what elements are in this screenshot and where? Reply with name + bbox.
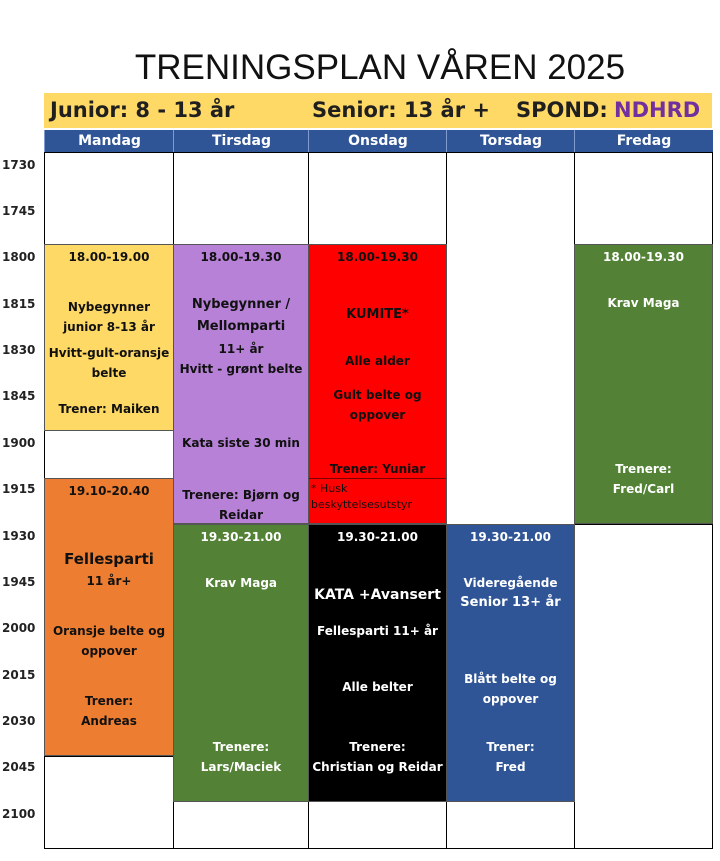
block-text: Hvitt - grønt belte [179,362,303,376]
block-text: 11 år+ [86,574,132,588]
block-trainer: Trener: Maiken [58,402,160,416]
block-text: Kata siste 30 min [182,436,300,450]
block-text: Mellomparti [196,319,286,334]
block-text: Fellesparti 11+ år [317,624,438,638]
block-time: 19.30-21.00 [200,530,282,544]
block-fredag-krav-maga [574,244,713,524]
block-text: Senior 13+ år [460,595,561,610]
time-label: 1845 [2,389,36,403]
block-trainer: Andreas [81,714,137,728]
info-bar [44,93,712,128]
block-text: KATA +Avansert [314,587,441,603]
day-header-onsdag: Onsdag [308,130,447,152]
day-header-tirsdag: Tirsdag [173,130,309,152]
block-trainer-label: Trener: [84,694,134,708]
time-label: 2015 [2,668,36,682]
block-trainer: Christian og Reidar [312,760,443,774]
block-trainer: Fred/Carl [612,482,675,496]
time-label: 1915 [2,482,36,496]
senior-label: Senior: 13 år + [312,98,490,122]
block-divider [309,478,446,479]
time-label: 1730 [2,158,36,172]
time-label: 1830 [2,343,36,357]
block-text: Videregående [463,576,558,590]
block-trainer: Fred [495,760,526,774]
block-time: 18.00-19.30 [200,250,282,264]
block-text: KUMITE* [346,307,409,322]
block-onsdag-kata [308,524,447,802]
block-trainer-label: Trenere: [212,740,270,754]
block-text: Krav Maga [607,296,680,310]
block-note: beskyttelsesutstyr [311,498,413,511]
block-text: Krav Maga [204,576,278,590]
grid-line [574,524,712,525]
block-mandag-fellesparti [44,478,174,756]
block-torsdag-videregaende [446,524,575,802]
block-mandag-nybegynner [44,244,174,431]
time-label: 1900 [2,436,36,450]
block-note: * Husk [311,482,348,495]
block-onsdag-kumite [308,244,447,524]
block-time: 18.00-19.30 [603,250,684,264]
block-trainer: Lars/Maciek [200,760,282,774]
block-text: junior 8-13 år [63,320,155,334]
block-tirsdag-krav-maga [173,524,309,802]
time-label: 2100 [2,807,36,821]
day-header-mandag: Mandag [44,130,174,152]
block-text: oppover [349,408,406,422]
block-text: 11+ år [218,342,264,356]
spond-code: NDHRD [614,98,701,122]
block-text: Nybegynner [67,300,151,314]
time-label: 1745 [2,204,36,218]
block-text: Fellesparti [64,550,154,568]
junior-label: Junior: 8 - 13 år [50,98,235,122]
grid-line [44,848,713,849]
time-label: 1815 [2,297,36,311]
block-text: Hvitt-gult-oransje [48,346,170,360]
block-time: 19.30-21.00 [337,530,418,544]
block-tirsdag-nybegynner [173,244,309,524]
grid-line [44,756,173,757]
block-trainer-label: Trenere: [349,740,406,754]
day-header-torsdag: Torsdag [446,130,575,152]
block-trainer: Trenere: Bjørn og [182,488,300,502]
block-text: Alle belter [342,680,413,694]
grid-line [44,152,713,153]
block-text: oppover [81,644,137,658]
block-text: Gult belte og [333,388,422,402]
block-text: Blått belte og [464,672,557,686]
block-trainer: Reidar [218,508,264,522]
block-text: oppover [482,692,539,706]
block-text: belte [91,366,127,380]
spond-label: SPOND: [516,98,608,122]
block-time: 19.30-21.00 [470,530,551,544]
block-trainer: Trener: Yuniar [329,462,426,476]
block-text: Nybegynner / [191,297,291,312]
block-trainer-label: Trener: [486,740,535,754]
block-time: 18.00-19.00 [68,250,150,264]
day-header-fredag: Fredag [574,130,713,152]
block-text: Alle alder [345,354,410,368]
block-time: 18.00-19.30 [337,250,418,264]
block-text: Oransje belte og [52,624,166,638]
time-label: 1800 [2,250,36,264]
time-label: 2030 [2,714,36,728]
block-time: 19.10-20.40 [68,484,150,498]
time-label: 2000 [2,621,36,635]
time-label: 1930 [2,529,36,543]
page-title: TRENINGSPLAN VÅREN 2025 [134,48,626,87]
block-trainer-label: Trenere: [615,462,672,476]
time-label: 1945 [2,575,36,589]
time-label: 2045 [2,760,36,774]
